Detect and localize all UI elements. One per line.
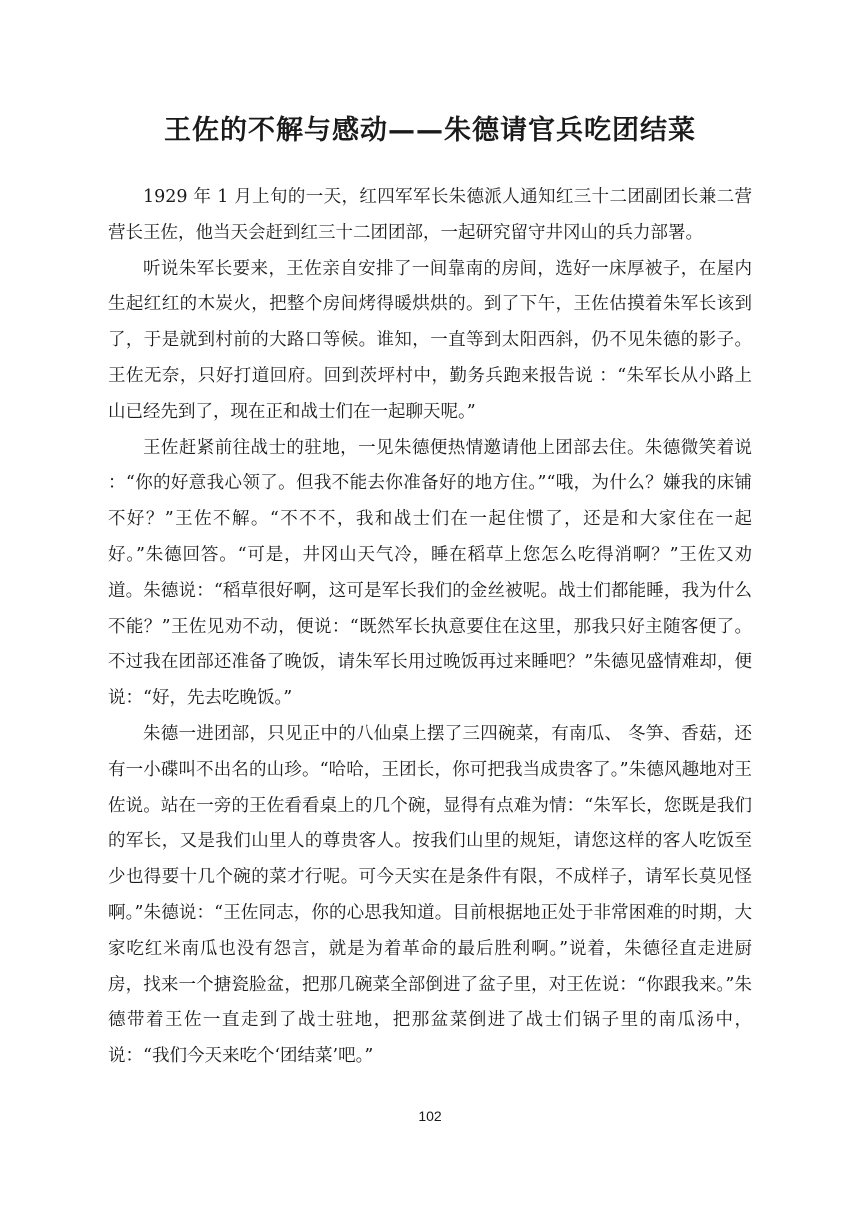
paragraph-3: 王佐赶紧前往战士的驻地，一见朱德便热情邀请他上团部去住。朱德微笑着说 ：“你的好意我心领了。但我不能去你准备好的地方住。”“哦，为什么？嫌我的床铺不好？”王佐不解。“不不不，我和战士们在一起住惯了，还是和大家住在一起好。”朱德回答。“可是，井冈山天气冷，睡在稻草上您怎么吃得消啊？”王佐又劝道。朱德说：“稻草很好啊，这可是军长我们的金丝被呢。战士们都能睡，我为什么不能？”王佐见劝不动，便说：“既然军长执意要住在这里，那我只好主随客便了。不过我在团部还准备了晚饭，请朱军长用过晚饭再过来睡吧？”朱德见盛情难却，便说：“好，先去吃晚饭。” xyxy=(108,437,752,709)
paragraph-4: 朱德一进团部，只见正中的八仙桌上摆了三四碗菜，有南瓜、 冬笋、香菇，还有一小碟叫不出名的山珍。“哈哈，王团长，你可把我当成贵客了。”朱德风趣地对王佐说。站在一旁的王佐看看桌上的几个碗，显得有点难为情：“朱军长，您既是我们的军长，又是我们山里人的尊贵客人。按我们山里的规矩，请您这样的客人吃饭至少也得要十几个碗的菜才行呢。可今天实在是条件有限，不成样子，请军长莫见怪啊。”朱德说：“王佐同志，你的心思我知道。目前根据地正处于非常困难的时期，大家吃红米南瓜也没有怨言，就是为着革命的最后胜利啊。”说着，朱德径直走进厨房，找来一个搪瓷脸盆，把那几碗菜全部倒进了盆子里，对王佐说：“你跟我来。”朱德带着王佐一直走到了战士驻地，把那盆菜倒进了战士们锅子里的南瓜汤中，说：“我们今天来吃个‘团结菜’吧。” xyxy=(108,723,752,1067)
paragraph-1: 1929 年 1 月上旬的一天，红四军军长朱德派人通知红三十二团副团长兼二营营长王佐，他当天会赶到红三十二团团部，一起研究留守井冈山的兵力部署。 xyxy=(108,187,752,243)
page-number: 102 xyxy=(418,1108,442,1124)
article-body xyxy=(108,180,752,1075)
paragraph-2: 听说朱军长要来，王佐亲自安排了一间靠南的房间，选好一床厚被子，在屋内生起红红的木炭火，把整个房间烤得暖烘烘的。到了下午，王佐估摸着朱军长该到了，于是就到村前的大路口等候。谁知，一直等到太阳西斜，仍不见朱德的影子。王佐无奈，只好打道回府。回到茨坪村中，勤务兵跑来报告说 ：“朱军长从小路上山已经先到了，现在正和战士们在一起聊天呢。” xyxy=(108,258,752,422)
page-title: 王佐的不解与感动——朱德请官兵吃团结菜 xyxy=(164,115,696,146)
